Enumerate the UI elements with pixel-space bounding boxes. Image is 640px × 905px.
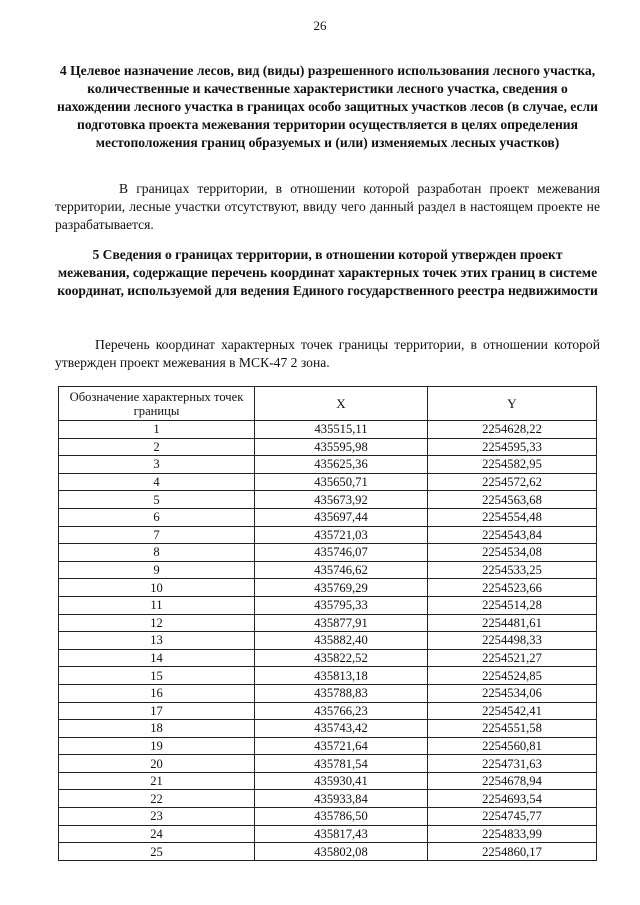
table-row [59,825,597,843]
cell-y: 2254731,63 [428,755,597,773]
cell-x: 435743,42 [255,720,428,738]
cell-x: 435673,92 [255,491,428,509]
cell-x: 435786,50 [255,808,428,826]
table-row [59,491,597,509]
cell-x: 435802,08 [255,843,428,861]
table-row [59,456,597,474]
table-row [59,632,597,650]
cell-x: 435933,84 [255,790,428,808]
table-row [59,473,597,491]
cell-point-id: 7 [59,526,255,544]
section-4-paragraph: В границах территории, в отношении которой разработан проект межевания территории, лесные участки отсутствуют, ввиду чего данный раздел в настоящем проекте не разрабатывается. [55,181,600,232]
cell-point-id: 14 [59,649,255,667]
cell-point-id: 17 [59,702,255,720]
cell-point-id: 22 [59,790,255,808]
coordinates-table [58,386,597,861]
cell-point-id: 6 [59,508,255,526]
cell-y: 2254551,58 [428,720,597,738]
cell-y: 2254542,41 [428,702,597,720]
cell-x: 435788,83 [255,684,428,702]
cell-point-id: 5 [59,491,255,509]
page-number: 26 [313,18,327,33]
table-row [59,596,597,614]
table-body [59,421,597,861]
table-row [59,790,597,808]
cell-y: 2254678,94 [428,772,597,790]
cell-y: 2254521,27 [428,649,597,667]
table-row [59,421,597,439]
cell-y: 2254481,61 [428,614,597,632]
table-row [59,684,597,702]
cell-y: 2254745,77 [428,808,597,826]
cell-point-id: 20 [59,755,255,773]
cell-y: 2254693,54 [428,790,597,808]
table-row [59,702,597,720]
table-row [59,649,597,667]
table-row [59,808,597,826]
cell-point-id: 13 [59,632,255,650]
cell-x: 435817,43 [255,825,428,843]
table-row [59,667,597,685]
table-header-row [59,387,597,421]
cell-point-id: 24 [59,825,255,843]
cell-y: 2254628,22 [428,421,597,439]
table-row [59,737,597,755]
table-row [59,579,597,597]
section-5-intro: Перечень координат характерных точек границы территории, в отношении которой утвержден проект межевания в МСК-47 2 зона. [55,337,600,370]
cell-x: 435882,40 [255,632,428,650]
header-x: X [255,387,428,421]
cell-point-id: 16 [59,684,255,702]
table-row [59,614,597,632]
cell-point-id: 2 [59,438,255,456]
cell-x: 435721,64 [255,737,428,755]
cell-y: 2254572,62 [428,473,597,491]
cell-point-id: 10 [59,579,255,597]
cell-y: 2254563,68 [428,491,597,509]
cell-x: 435746,62 [255,561,428,579]
cell-x: 435769,29 [255,579,428,597]
cell-y: 2254582,95 [428,456,597,474]
cell-point-id: 19 [59,737,255,755]
cell-x: 435813,18 [255,667,428,685]
cell-x: 435721,03 [255,526,428,544]
cell-x: 435697,44 [255,508,428,526]
cell-y: 2254860,17 [428,843,597,861]
cell-y: 2254833,99 [428,825,597,843]
cell-point-id: 18 [59,720,255,738]
table-row [59,843,597,861]
cell-y: 2254498,33 [428,632,597,650]
cell-x: 435595,98 [255,438,428,456]
table-row [59,438,597,456]
cell-x: 435515,11 [255,421,428,439]
cell-y: 2254523,66 [428,579,597,597]
cell-point-id: 4 [59,473,255,491]
cell-point-id: 8 [59,544,255,562]
cell-x: 435766,23 [255,702,428,720]
cell-point-id: 15 [59,667,255,685]
table-row [59,508,597,526]
table-row [59,561,597,579]
header-point-id: Обозначение характерных точек границы [59,387,255,421]
cell-y: 2254534,08 [428,544,597,562]
cell-y: 2254524,85 [428,667,597,685]
cell-point-id: 9 [59,561,255,579]
cell-point-id: 3 [59,456,255,474]
cell-x: 435650,71 [255,473,428,491]
cell-y: 2254534,06 [428,684,597,702]
cell-x: 435795,33 [255,596,428,614]
table-row [59,526,597,544]
cell-x: 435930,41 [255,772,428,790]
table-row [59,544,597,562]
cell-point-id: 1 [59,421,255,439]
table-row [59,720,597,738]
cell-y: 2254543,84 [428,526,597,544]
cell-point-id: 12 [59,614,255,632]
cell-x: 435746,07 [255,544,428,562]
section-5-heading: 5 Сведения о границах территории, в отношении которой утвержден проект межевания, содержащие перечень координат характерных точек этих границ в системе координат, используемой для ведения Единого государственного реестра недвижимости [57,247,598,298]
table-row [59,755,597,773]
cell-point-id: 23 [59,808,255,826]
cell-y: 2254595,33 [428,438,597,456]
section-4-heading: 4 Целевое назначение лесов, вид (виды) разрешенного использования лесного участка, количественные и качественные характеристики лесного участка, сведения о нахождении лесного участка в границах особо защитных участков лесов (в случае, если подготовка проекта межевания территории осуществляется в целях определения местоположения границ образуемых и (или) изменяемых лесных участков) [56,63,598,150]
cell-point-id: 11 [59,596,255,614]
header-y: Y [428,387,597,421]
cell-x: 435781,54 [255,755,428,773]
cell-x: 435822,52 [255,649,428,667]
cell-point-id: 25 [59,843,255,861]
cell-y: 2254533,25 [428,561,597,579]
cell-y: 2254554,48 [428,508,597,526]
cell-point-id: 21 [59,772,255,790]
cell-y: 2254514,28 [428,596,597,614]
cell-x: 435877,91 [255,614,428,632]
cell-y: 2254560,81 [428,737,597,755]
cell-x: 435625,36 [255,456,428,474]
table-row [59,772,597,790]
